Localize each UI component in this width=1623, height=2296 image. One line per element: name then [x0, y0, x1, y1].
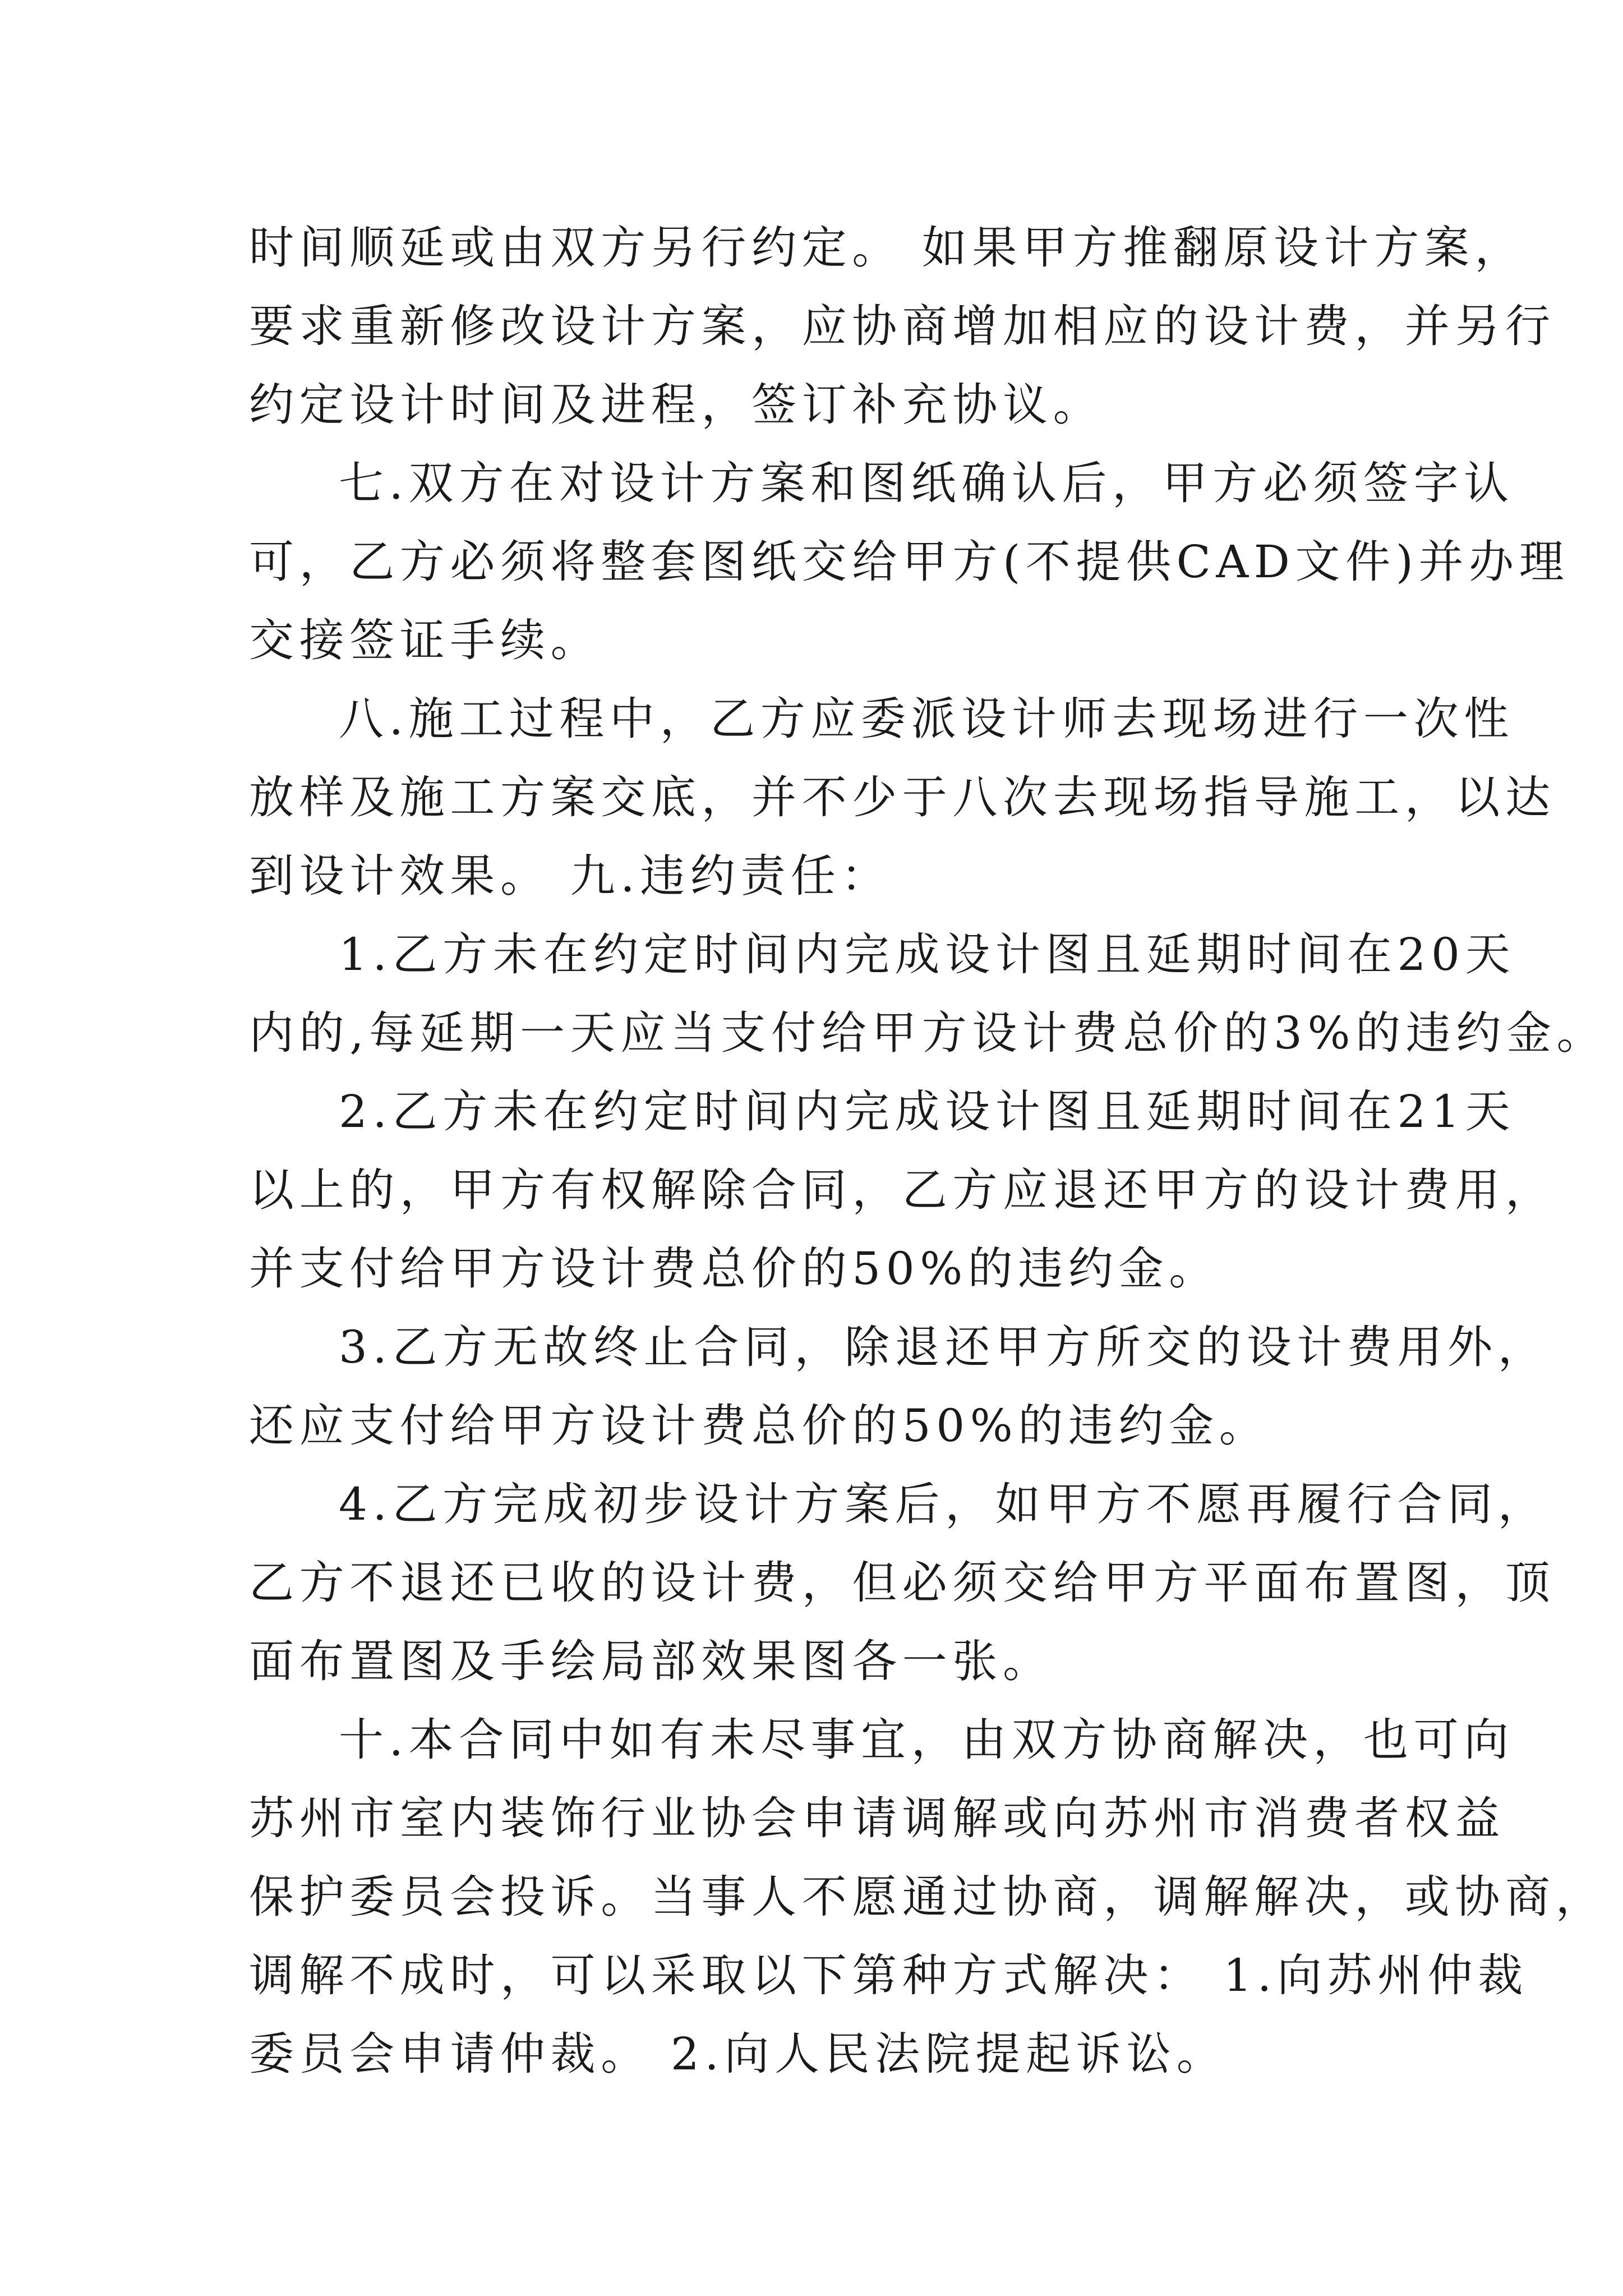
document-body: [249, 209, 1607, 2093]
paragraph-clause-10: [249, 1701, 1606, 2093]
paragraph-penalty-3: [249, 1308, 1548, 1465]
paragraph-penalty-2: [249, 1073, 1556, 1308]
paragraph-penalty-4: [249, 1465, 1556, 1701]
text-line: 面布置图及手绘局部效果图各一张。: [249, 1635, 1053, 1687]
text-line: 放样及施工方案交底，并不少于八次去现场指导施工，以达: [249, 771, 1556, 823]
text-line: 4.乙方完成初步设计方案后，如甲方不愿再履行合同，: [339, 1478, 1548, 1530]
paragraph-penalty-1: [249, 915, 1607, 1073]
text-line: 苏州市室内装饰行业协会申请调解或向苏州市消费者权益: [249, 1792, 1505, 1844]
text-line: 并支付给甲方设计费总价的50%的违约金。: [249, 1243, 1219, 1295]
text-line: 到设计效果。 九.违约责任：: [249, 850, 892, 902]
text-line: 委员会申请仲裁。 2.向人民法院提起诉讼。: [249, 2028, 1227, 2080]
text-line: 乙方不退还已收的设计费，但必须交给甲方平面布置图，顶: [249, 1557, 1556, 1609]
text-line: 调解不成时，可以采取以下第种方式解决： 1.向苏州仲裁: [249, 1949, 1528, 2001]
text-line: 交接签证手续。: [249, 614, 601, 666]
paragraph-design-changes: [249, 209, 1556, 444]
paragraph-clause-8-9: [249, 680, 1556, 915]
text-line: 1.乙方未在约定时间内完成设计图且延期时间在20天: [339, 928, 1516, 981]
text-line: 十.本合同中如有未尽事宜，由双方协商解决，也可向: [339, 1714, 1514, 1766]
text-line: 七.双方在对设计方案和图纸确认后，甲方必须签字认: [339, 457, 1514, 509]
text-line: 2.乙方未在约定时间内完成设计图且延期时间在21天: [339, 1085, 1516, 1138]
text-line: 时间顺延或由双方另行约定。 如果甲方推翻原设计方案，: [249, 222, 1525, 274]
text-line: 可，乙方必须将整套图纸交给甲方(不提供CAD文件)并办理: [249, 536, 1570, 588]
text-line: 保护委员会投诉。当事人不愿通过协商，调解解决，或协商，: [249, 1871, 1606, 1923]
text-line: 以上的，甲方有权解除合同，乙方应退还甲方的设计费用，: [249, 1164, 1556, 1216]
text-line: 内的,每延期一天应当支付给甲方设计费总价的3%的违约金。: [249, 1007, 1607, 1059]
text-line: 还应支付给甲方设计费总价的50%的违约金。: [249, 1400, 1270, 1452]
text-line: 约定设计时间及进程，签订补充协议。: [249, 379, 1104, 431]
text-line: 3.乙方无故终止合同，除退还甲方所交的设计费用外，: [339, 1321, 1548, 1373]
text-line: 八.施工过程中，乙方应委派设计师去现场进行一次性: [339, 693, 1514, 745]
paragraph-clause-7: [249, 444, 1570, 680]
text-line: 要求重新修改设计方案，应协商增加相应的设计费，并另行: [249, 300, 1556, 352]
